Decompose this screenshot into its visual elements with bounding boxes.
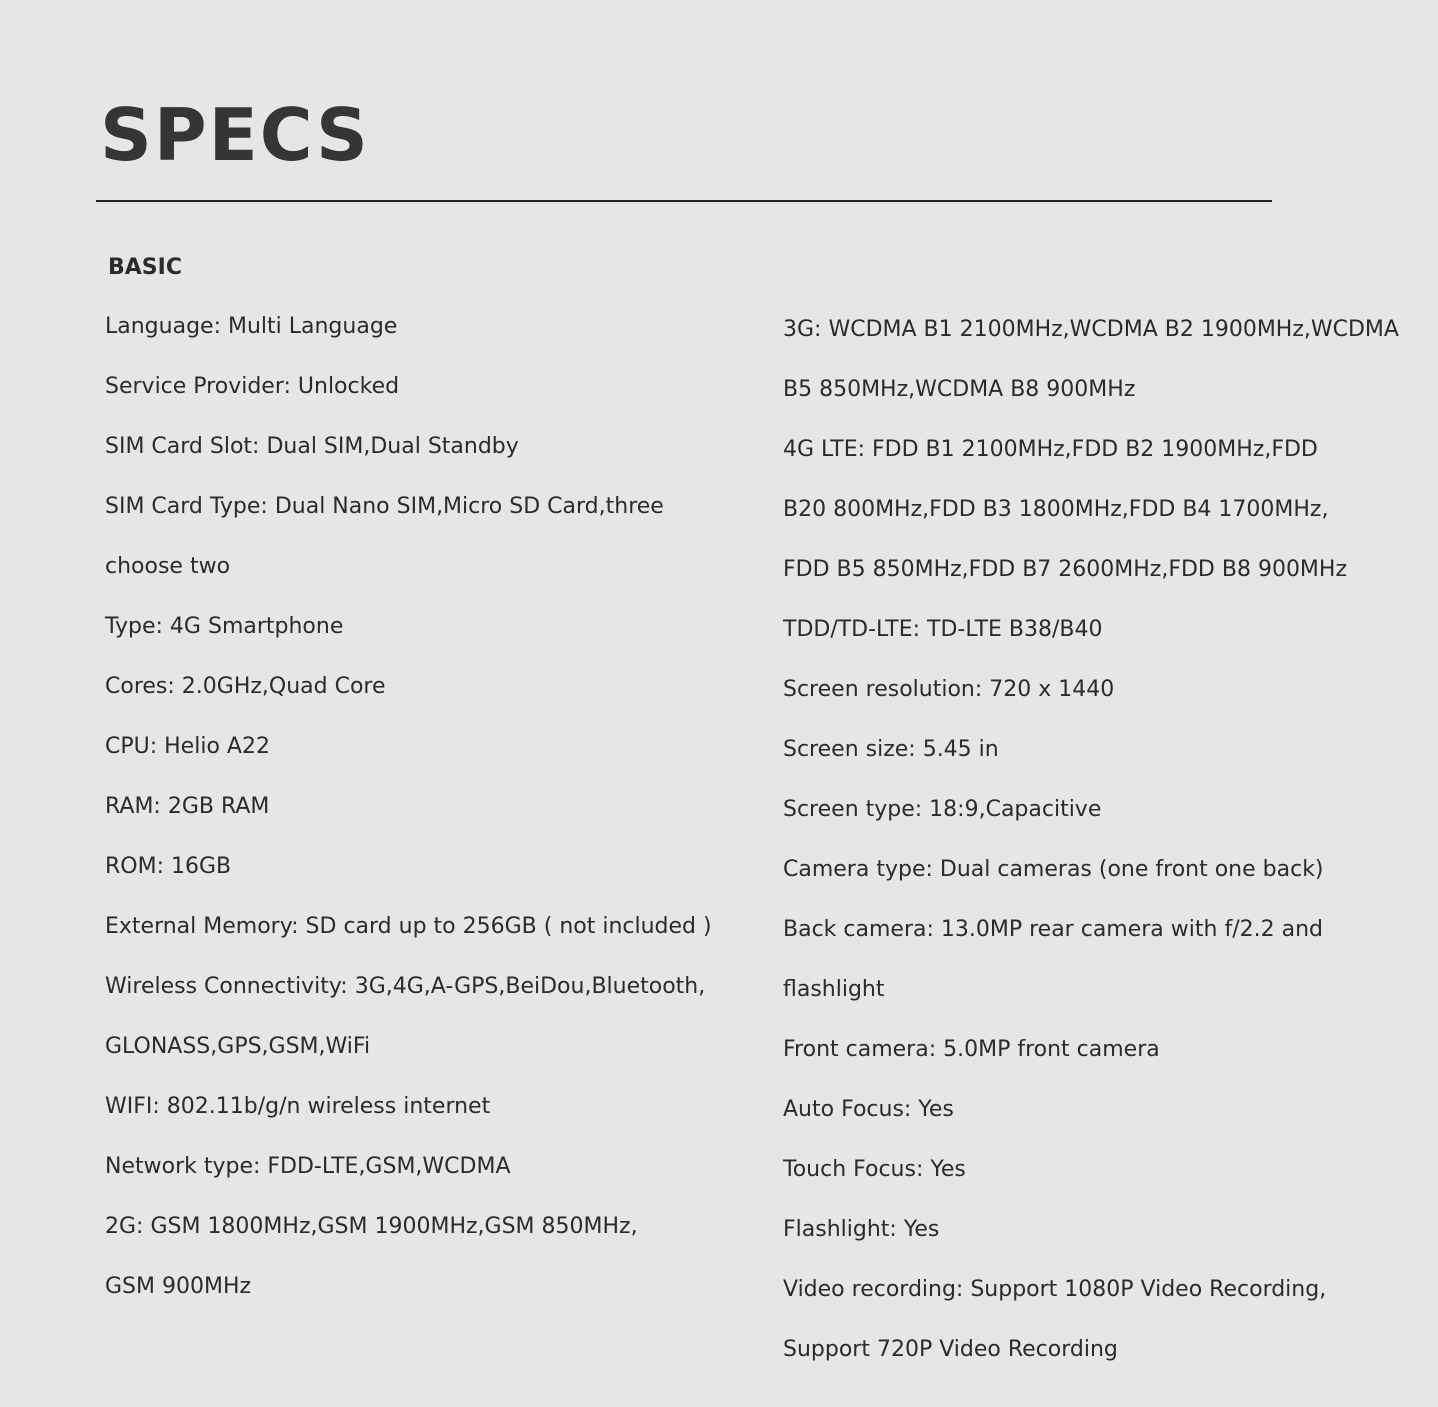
spec-line: flashlight <box>783 977 885 1002</box>
spec-line: Screen type: 18:9,Capacitive <box>783 797 1102 822</box>
spec-line: GSM 900MHz <box>105 1274 252 1299</box>
spec-line: Support 720P Video Recording <box>783 1337 1118 1362</box>
spec-line: Network type: FDD-LTE,GSM,WCDMA <box>105 1154 511 1179</box>
spec-line: B5 850MHz,WCDMA B8 900MHz <box>783 377 1136 402</box>
spec-line: Back camera: 13.0MP rear camera with f/2.2 and <box>783 917 1323 942</box>
spec-line: Auto Focus: Yes <box>783 1097 954 1122</box>
spec-line: Front camera: 5.0MP front camera <box>783 1037 1160 1062</box>
spec-line: Video recording: Support 1080P Video Recording, <box>783 1277 1327 1302</box>
spec-line: Screen resolution: 720 x 1440 <box>783 677 1115 702</box>
spec-line: External Memory: SD card up to 256GB ( not included ) <box>105 914 712 939</box>
spec-line: FDD B5 850MHz,FDD B7 2600MHz,FDD B8 900MHz <box>783 557 1348 582</box>
section-heading-basic: BASIC <box>108 255 182 280</box>
spec-line: 3G: WCDMA B1 2100MHz,WCDMA B2 1900MHz,WCDMA <box>783 317 1399 342</box>
spec-line: Screen size: 5.45 in <box>783 737 999 762</box>
spec-line: SIM Card Type: Dual Nano SIM,Micro SD Card,three <box>105 494 664 519</box>
spec-line: Language: Multi Language <box>105 314 398 339</box>
specs-column-left <box>105 297 745 1317</box>
spec-line: Wireless Connectivity: 3G,4G,A-GPS,BeiDou,Bluetooth, <box>105 974 706 999</box>
spec-line: Service Provider: Unlocked <box>105 374 400 399</box>
spec-line: SIM Card Slot: Dual SIM,Dual Standby <box>105 434 519 459</box>
spec-line: WIFI: 802.11b/g/n wireless internet <box>105 1094 491 1119</box>
spec-line: 2G: GSM 1800MHz,GSM 1900MHz,GSM 850MHz, <box>105 1214 638 1239</box>
title-divider <box>96 200 1272 202</box>
spec-line: B20 800MHz,FDD B3 1800MHz,FDD B4 1700MHz, <box>783 497 1329 522</box>
spec-line: TDD/TD-LTE: TD-LTE B38/B40 <box>783 617 1103 642</box>
spec-line: CPU: Helio A22 <box>105 734 270 759</box>
spec-line: 4G LTE: FDD B1 2100MHz,FDD B2 1900MHz,FDD <box>783 437 1318 462</box>
page-title: SPECS <box>100 93 370 177</box>
spec-line: GLONASS,GPS,GSM,WiFi <box>105 1034 371 1059</box>
spec-line: choose two <box>105 554 231 579</box>
spec-line: Camera type: Dual cameras (one front one back) <box>783 857 1324 882</box>
spec-line: RAM: 2GB RAM <box>105 794 270 819</box>
spec-line: Type: 4G Smartphone <box>105 614 344 639</box>
spec-line: ROM: 16GB <box>105 854 232 879</box>
spec-line: Touch Focus: Yes <box>783 1157 966 1182</box>
spec-line: Flashlight: Yes <box>783 1217 940 1242</box>
spec-line: Cores: 2.0GHz,Quad Core <box>105 674 386 699</box>
specs-column-right <box>783 300 1423 1380</box>
